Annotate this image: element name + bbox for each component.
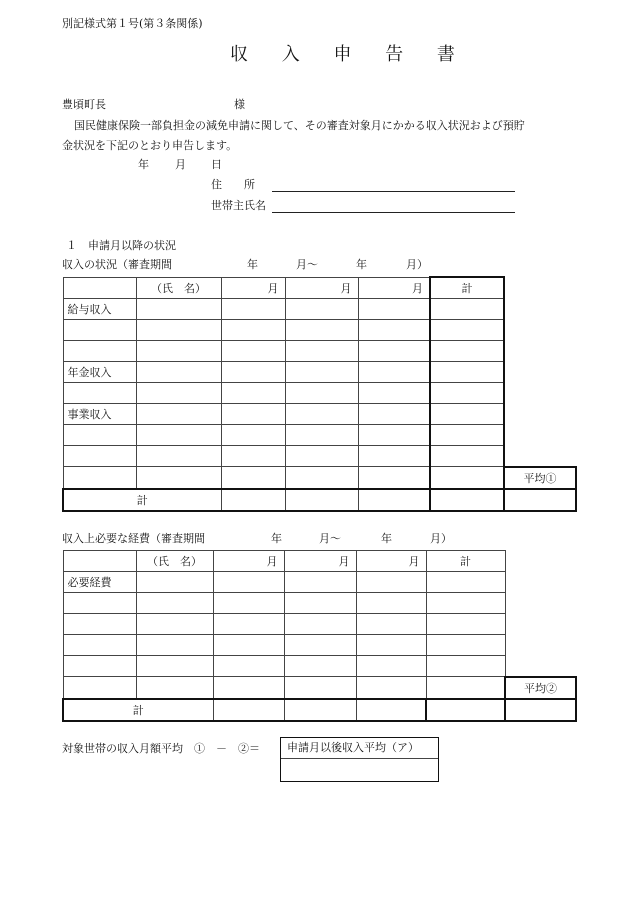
input-cell[interactable] bbox=[284, 593, 356, 614]
table-row bbox=[63, 383, 576, 404]
header-month-2: 月 bbox=[284, 551, 356, 572]
row-label bbox=[63, 656, 136, 677]
row-label bbox=[63, 635, 136, 656]
input-cell[interactable] bbox=[358, 299, 430, 320]
row-label bbox=[63, 341, 136, 362]
average-value-cell[interactable] bbox=[505, 699, 576, 721]
grand-total-cell[interactable] bbox=[426, 699, 505, 721]
total-cell[interactable] bbox=[426, 656, 505, 677]
input-cell[interactable] bbox=[136, 299, 221, 320]
total-input-cell[interactable] bbox=[221, 489, 285, 511]
input-cell[interactable] bbox=[213, 635, 284, 656]
total-cell[interactable] bbox=[430, 383, 504, 404]
date-day: 日 bbox=[211, 158, 222, 171]
input-cell[interactable] bbox=[285, 341, 358, 362]
input-cell[interactable] bbox=[213, 656, 284, 677]
table-row bbox=[63, 677, 576, 699]
input-cell[interactable] bbox=[221, 320, 285, 341]
table-row bbox=[63, 341, 576, 362]
total-input-cell[interactable] bbox=[284, 699, 356, 721]
date-year: 年 bbox=[138, 158, 149, 171]
total-cell[interactable] bbox=[430, 446, 504, 467]
row-label bbox=[63, 677, 136, 699]
input-cell[interactable] bbox=[213, 572, 284, 593]
input-cell[interactable] bbox=[285, 320, 358, 341]
expense-table bbox=[62, 550, 577, 722]
table-row bbox=[63, 320, 576, 341]
input-cell[interactable] bbox=[285, 299, 358, 320]
table-row bbox=[63, 656, 576, 677]
table-row bbox=[63, 593, 576, 614]
row-label: 必要経費 bbox=[63, 572, 136, 593]
input-cell[interactable] bbox=[136, 467, 221, 489]
input-cell[interactable] bbox=[136, 341, 221, 362]
header-total: 計 bbox=[430, 277, 504, 299]
expense-header-row bbox=[63, 551, 576, 572]
total-input-cell[interactable] bbox=[358, 489, 430, 511]
input-cell[interactable] bbox=[284, 614, 356, 635]
expense-caption-year2: 年 bbox=[381, 532, 392, 545]
input-cell[interactable] bbox=[284, 572, 356, 593]
section-heading: １ 申請月以降の状況 bbox=[66, 239, 176, 252]
income-caption-month1: 月～ bbox=[296, 258, 318, 271]
input-cell[interactable] bbox=[356, 572, 426, 593]
total-cell[interactable] bbox=[430, 467, 504, 489]
average-label: 平均② bbox=[505, 677, 576, 699]
header-month-1: 月 bbox=[221, 277, 285, 299]
head-of-household-label: 世帯主氏名 bbox=[211, 199, 266, 212]
input-cell[interactable] bbox=[358, 446, 430, 467]
expense-caption-month1: 月～ bbox=[319, 532, 341, 545]
row-label: 給与収入 bbox=[63, 299, 136, 320]
income-caption-label: 収入の状況（審査期間 bbox=[62, 258, 172, 271]
input-cell[interactable] bbox=[213, 614, 284, 635]
input-cell[interactable] bbox=[285, 362, 358, 383]
income-caption-month2: 月） bbox=[406, 258, 428, 271]
input-cell[interactable] bbox=[356, 677, 426, 699]
input-cell[interactable] bbox=[284, 677, 356, 699]
total-label: 計 bbox=[63, 489, 221, 511]
addressee-name: 豊頃町長 bbox=[62, 98, 106, 111]
total-cell[interactable] bbox=[430, 404, 504, 425]
input-cell[interactable] bbox=[356, 593, 426, 614]
header-month-2: 月 bbox=[285, 277, 358, 299]
row-label bbox=[63, 446, 136, 467]
row-label: 事業収入 bbox=[63, 404, 136, 425]
row-label: 年金収入 bbox=[63, 362, 136, 383]
input-cell[interactable] bbox=[358, 341, 430, 362]
input-cell[interactable] bbox=[358, 404, 430, 425]
input-cell[interactable] bbox=[221, 362, 285, 383]
input-cell[interactable] bbox=[285, 425, 358, 446]
input-cell[interactable] bbox=[285, 446, 358, 467]
input-cell[interactable] bbox=[358, 362, 430, 383]
table-row bbox=[63, 614, 576, 635]
input-cell[interactable] bbox=[221, 446, 285, 467]
expense-caption-year1: 年 bbox=[271, 532, 282, 545]
input-cell[interactable] bbox=[358, 425, 430, 446]
input-cell[interactable] bbox=[221, 341, 285, 362]
total-row bbox=[63, 489, 576, 511]
input-cell[interactable] bbox=[284, 656, 356, 677]
input-cell[interactable] bbox=[136, 425, 221, 446]
table-row bbox=[63, 362, 576, 383]
input-cell[interactable] bbox=[136, 677, 213, 699]
input-cell[interactable] bbox=[221, 467, 285, 489]
address-label: 住 所 bbox=[211, 178, 255, 191]
grand-total-cell[interactable] bbox=[430, 489, 504, 511]
input-cell[interactable] bbox=[221, 383, 285, 404]
input-cell[interactable] bbox=[284, 635, 356, 656]
total-input-cell[interactable] bbox=[213, 699, 284, 721]
input-cell[interactable] bbox=[136, 446, 221, 467]
expense-caption-label: 収入上必要な経費（審査期間 bbox=[62, 532, 205, 545]
date-month: 月 bbox=[175, 158, 186, 171]
header-month-3: 月 bbox=[358, 277, 430, 299]
table-row bbox=[63, 572, 576, 593]
input-cell[interactable] bbox=[221, 425, 285, 446]
header-cell bbox=[63, 277, 136, 299]
table-row bbox=[63, 635, 576, 656]
total-row bbox=[63, 699, 576, 721]
result-value-field[interactable] bbox=[281, 759, 438, 780]
input-cell[interactable] bbox=[285, 404, 358, 425]
total-cell[interactable] bbox=[430, 362, 504, 383]
page-title: 収 入 申 告 書 bbox=[230, 44, 469, 65]
input-cell[interactable] bbox=[136, 614, 213, 635]
total-input-cell[interactable] bbox=[356, 699, 426, 721]
input-cell[interactable] bbox=[356, 635, 426, 656]
table-row bbox=[63, 299, 576, 320]
header-month-3: 月 bbox=[356, 551, 426, 572]
intro-line-2: 金状況を下記のとおり申告します。 bbox=[62, 139, 238, 152]
row-label bbox=[63, 320, 136, 341]
row-label bbox=[63, 425, 136, 446]
total-cell[interactable] bbox=[426, 614, 505, 635]
input-cell[interactable] bbox=[358, 467, 430, 489]
table-row bbox=[63, 425, 576, 446]
table-row bbox=[63, 446, 576, 467]
total-cell[interactable] bbox=[430, 299, 504, 320]
header-name: （氏 名） bbox=[136, 277, 221, 299]
header-cell bbox=[63, 551, 136, 572]
row-label bbox=[63, 593, 136, 614]
input-cell[interactable] bbox=[213, 593, 284, 614]
result-box bbox=[280, 737, 439, 782]
input-cell[interactable] bbox=[136, 656, 213, 677]
address-field[interactable] bbox=[272, 191, 515, 192]
input-cell[interactable] bbox=[285, 467, 358, 489]
header-total: 計 bbox=[426, 551, 505, 572]
income-table bbox=[62, 276, 577, 512]
header-month-1: 月 bbox=[213, 551, 284, 572]
input-cell[interactable] bbox=[136, 572, 213, 593]
input-cell[interactable] bbox=[213, 677, 284, 699]
income-caption-year2: 年 bbox=[356, 258, 367, 271]
input-cell[interactable] bbox=[136, 320, 221, 341]
income-caption-year1: 年 bbox=[247, 258, 258, 271]
input-cell[interactable] bbox=[285, 383, 358, 404]
total-cell[interactable] bbox=[430, 425, 504, 446]
total-cell[interactable] bbox=[426, 572, 505, 593]
total-cell[interactable] bbox=[430, 341, 504, 362]
row-label bbox=[63, 614, 136, 635]
input-cell[interactable] bbox=[358, 383, 430, 404]
income-header-row bbox=[63, 277, 576, 299]
result-box-label: 申請月以後収入平均（ア） bbox=[281, 738, 438, 759]
total-cell[interactable] bbox=[430, 320, 504, 341]
input-cell[interactable] bbox=[136, 383, 221, 404]
input-cell[interactable] bbox=[356, 656, 426, 677]
input-cell[interactable] bbox=[136, 635, 213, 656]
addressee-honorific: 様 bbox=[234, 98, 245, 111]
form-number: 別記様式第１号(第３条関係) bbox=[62, 17, 203, 30]
input-cell[interactable] bbox=[221, 404, 285, 425]
result-formula: 対象世帯の収入月額平均 ① － ②＝ bbox=[62, 742, 260, 755]
intro-line-1: 国民健康保険一部負担金の減免申請に関して、その審査対象月にかかる収入状況および預貯 bbox=[74, 119, 525, 132]
average-label: 平均① bbox=[504, 467, 576, 489]
average-value-cell[interactable] bbox=[504, 489, 576, 511]
input-cell[interactable] bbox=[358, 320, 430, 341]
table-row bbox=[63, 467, 576, 489]
input-cell[interactable] bbox=[221, 299, 285, 320]
total-cell[interactable] bbox=[426, 593, 505, 614]
total-label: 計 bbox=[63, 699, 213, 721]
input-cell[interactable] bbox=[136, 362, 221, 383]
header-name: （氏 名） bbox=[136, 551, 213, 572]
input-cell[interactable] bbox=[356, 614, 426, 635]
head-of-household-field[interactable] bbox=[272, 212, 515, 213]
input-cell[interactable] bbox=[136, 404, 221, 425]
total-input-cell[interactable] bbox=[285, 489, 358, 511]
input-cell[interactable] bbox=[136, 593, 213, 614]
total-cell[interactable] bbox=[426, 635, 505, 656]
expense-caption-month2: 月） bbox=[430, 532, 452, 545]
total-cell[interactable] bbox=[426, 677, 505, 699]
row-label bbox=[63, 383, 136, 404]
row-label bbox=[63, 467, 136, 489]
table-row bbox=[63, 404, 576, 425]
